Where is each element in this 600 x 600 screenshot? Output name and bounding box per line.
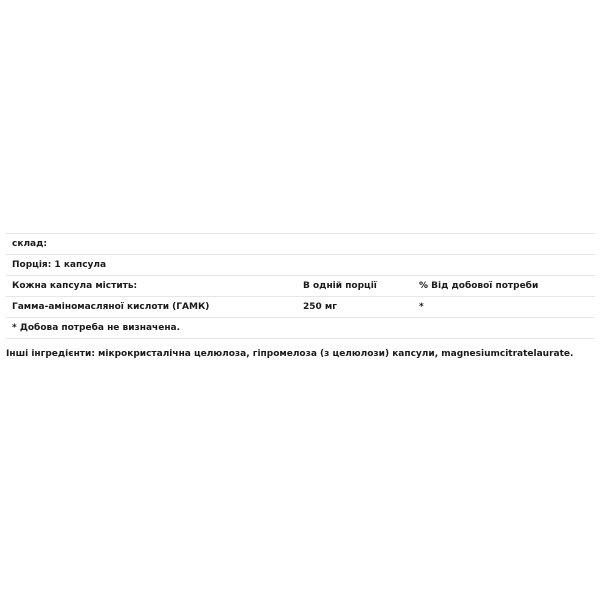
header-daily-value: % Від добової потреби bbox=[419, 281, 539, 291]
ingredient-daily-value: * bbox=[419, 302, 424, 312]
ingredient-amount: 250 мг bbox=[303, 302, 337, 312]
header-per-serving: В одній порції bbox=[303, 281, 377, 291]
other-ingredients: Інші інгредієнти: мікрокристалічна целюлоза, гіпромелоза (з целюлози) капсули, magnesiumcitratelaurate. bbox=[6, 349, 574, 359]
composition-title-row bbox=[6, 234, 595, 255]
footnote: * Добова потреба не визначена. bbox=[12, 323, 181, 333]
table-row bbox=[6, 297, 595, 318]
table-header-row bbox=[6, 276, 595, 297]
serving-size: Порція: 1 капсула bbox=[12, 260, 107, 270]
footnote-row bbox=[6, 318, 595, 339]
composition-title: склад: bbox=[12, 239, 47, 249]
header-ingredient: Кожна капсула містить: bbox=[12, 281, 138, 291]
serving-row bbox=[6, 255, 595, 276]
ingredient-name: Гамма-аміномасляної кислоти (ГАМК) bbox=[12, 302, 210, 312]
composition-table bbox=[6, 233, 595, 339]
